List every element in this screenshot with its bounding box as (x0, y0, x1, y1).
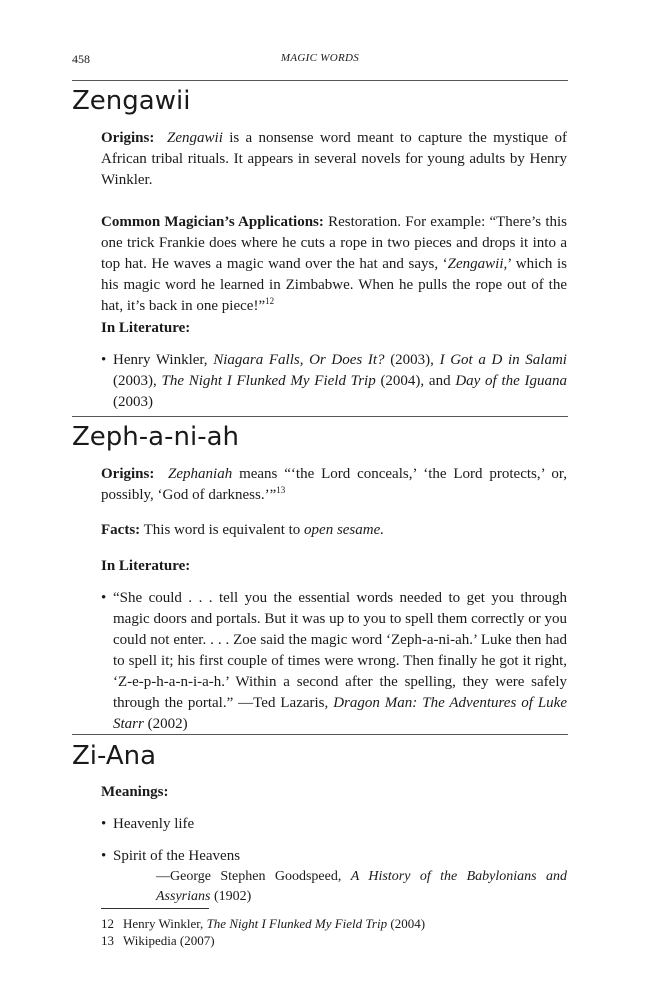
entry-title-zeph-a-ni-ah: Zeph-a-ni-ah (72, 422, 239, 452)
origins-zephaniah (101, 464, 567, 506)
literature-item: • “She could . . . tell you the essential words needed to get you through magic doors and portals. But it was up to you to spell them correctly or you could not enter. . . . Zoe said the magic word ‘Zeph-a-ni-ah.’ Luke then had to spell it; his first couple of times were wrong. Then finally he got it right, ‘Z-e-p-h-a-n-i-a-h.’ Within a second after the spelling, they were safely through the portal.” —Ted Lazaris, Dragon Man: The Adventures of Luke Starr (2002) (101, 590, 567, 732)
literature-label: In Literature: (101, 320, 191, 336)
literature-label: In Literature: (101, 558, 191, 574)
meaning-item: • Heavenly life (101, 814, 567, 835)
running-title: MAGIC WORDS (280, 52, 360, 64)
header-rule (72, 80, 568, 81)
footnote-13: 13 Wikipedia (2007) (101, 933, 215, 948)
applications-paragraph (101, 212, 567, 317)
applications-zengawii (101, 212, 567, 317)
footnote-ref-13: 13 (276, 485, 286, 495)
literature-zengawii (101, 318, 567, 413)
page-number: 458 (72, 52, 90, 66)
section-rule (72, 734, 568, 735)
entry-title-zengawii: Zengawii (72, 86, 191, 116)
bullet-icon: • (101, 590, 107, 606)
literature-item: • Henry Winkler, Niagara Falls, Or Does It? (2003), I Got a D in Salami (2003), The Night I Flunked My Field Trip (2004), and Day of the Iguana (2003) (101, 352, 567, 410)
applications-label: Common Magician’s Applications: (101, 214, 324, 230)
footnote-ref-12: 12 (265, 296, 275, 306)
applications-text-cont: ’ which is his magic word he learned in Zimbabwe. When he pulls the rope out of the hat, it’s back in one piece!” (101, 256, 567, 314)
footnote-12: 12 Henry Winkler, The Night I Flunked My Field Trip (2004) (101, 916, 426, 931)
origins-text: is a nonsense word meant to capture the mystique of African tribal rituals. It appears in several novels for young adults by Henry Winkler. (101, 130, 567, 188)
origins-label: Origins: (101, 130, 155, 146)
bullet-icon: • (101, 848, 107, 864)
facts-paragraph: Facts: This word is equivalent to open sesame. (101, 522, 385, 538)
meanings-zi-ana (101, 782, 567, 907)
meanings-label: Meanings: (101, 784, 169, 800)
section-rule (72, 416, 568, 417)
origins-term: Zephaniah (168, 466, 233, 482)
entry-title-zi-ana: Zi-Ana (72, 741, 157, 771)
bullet-icon: • (101, 352, 107, 368)
applications-text: Restoration. For example: “There’s this one trick Frankie does where he cuts a rope in two pieces and drops it into a top hat. He waves a magic wand over the hat and says, ‘ (101, 214, 567, 272)
applications-term: Zengawii, (447, 256, 508, 272)
origins-paragraph (101, 128, 567, 191)
running-header (72, 52, 568, 68)
footnote-rule (101, 908, 209, 909)
literature-zephaniah (101, 556, 567, 735)
attribution: —George Stephen Goodspeed, A History of the Babylonians and Assyrians (1902) (156, 869, 567, 904)
meaning-item: • Spirit of the Heavens (101, 846, 567, 867)
origins-paragraph: Origins: Zephaniah means “‘the Lord conceals,’ ‘the Lord protects,’ or, possibly, ‘God of darkness.’”$^{13}$ (101, 466, 567, 503)
facts-term: open sesame. (304, 522, 385, 538)
facts-zephaniah (101, 520, 567, 541)
origins-zengawii (101, 128, 567, 191)
bullet-icon: • (101, 816, 107, 832)
origins-term: Zengawii (167, 130, 223, 146)
